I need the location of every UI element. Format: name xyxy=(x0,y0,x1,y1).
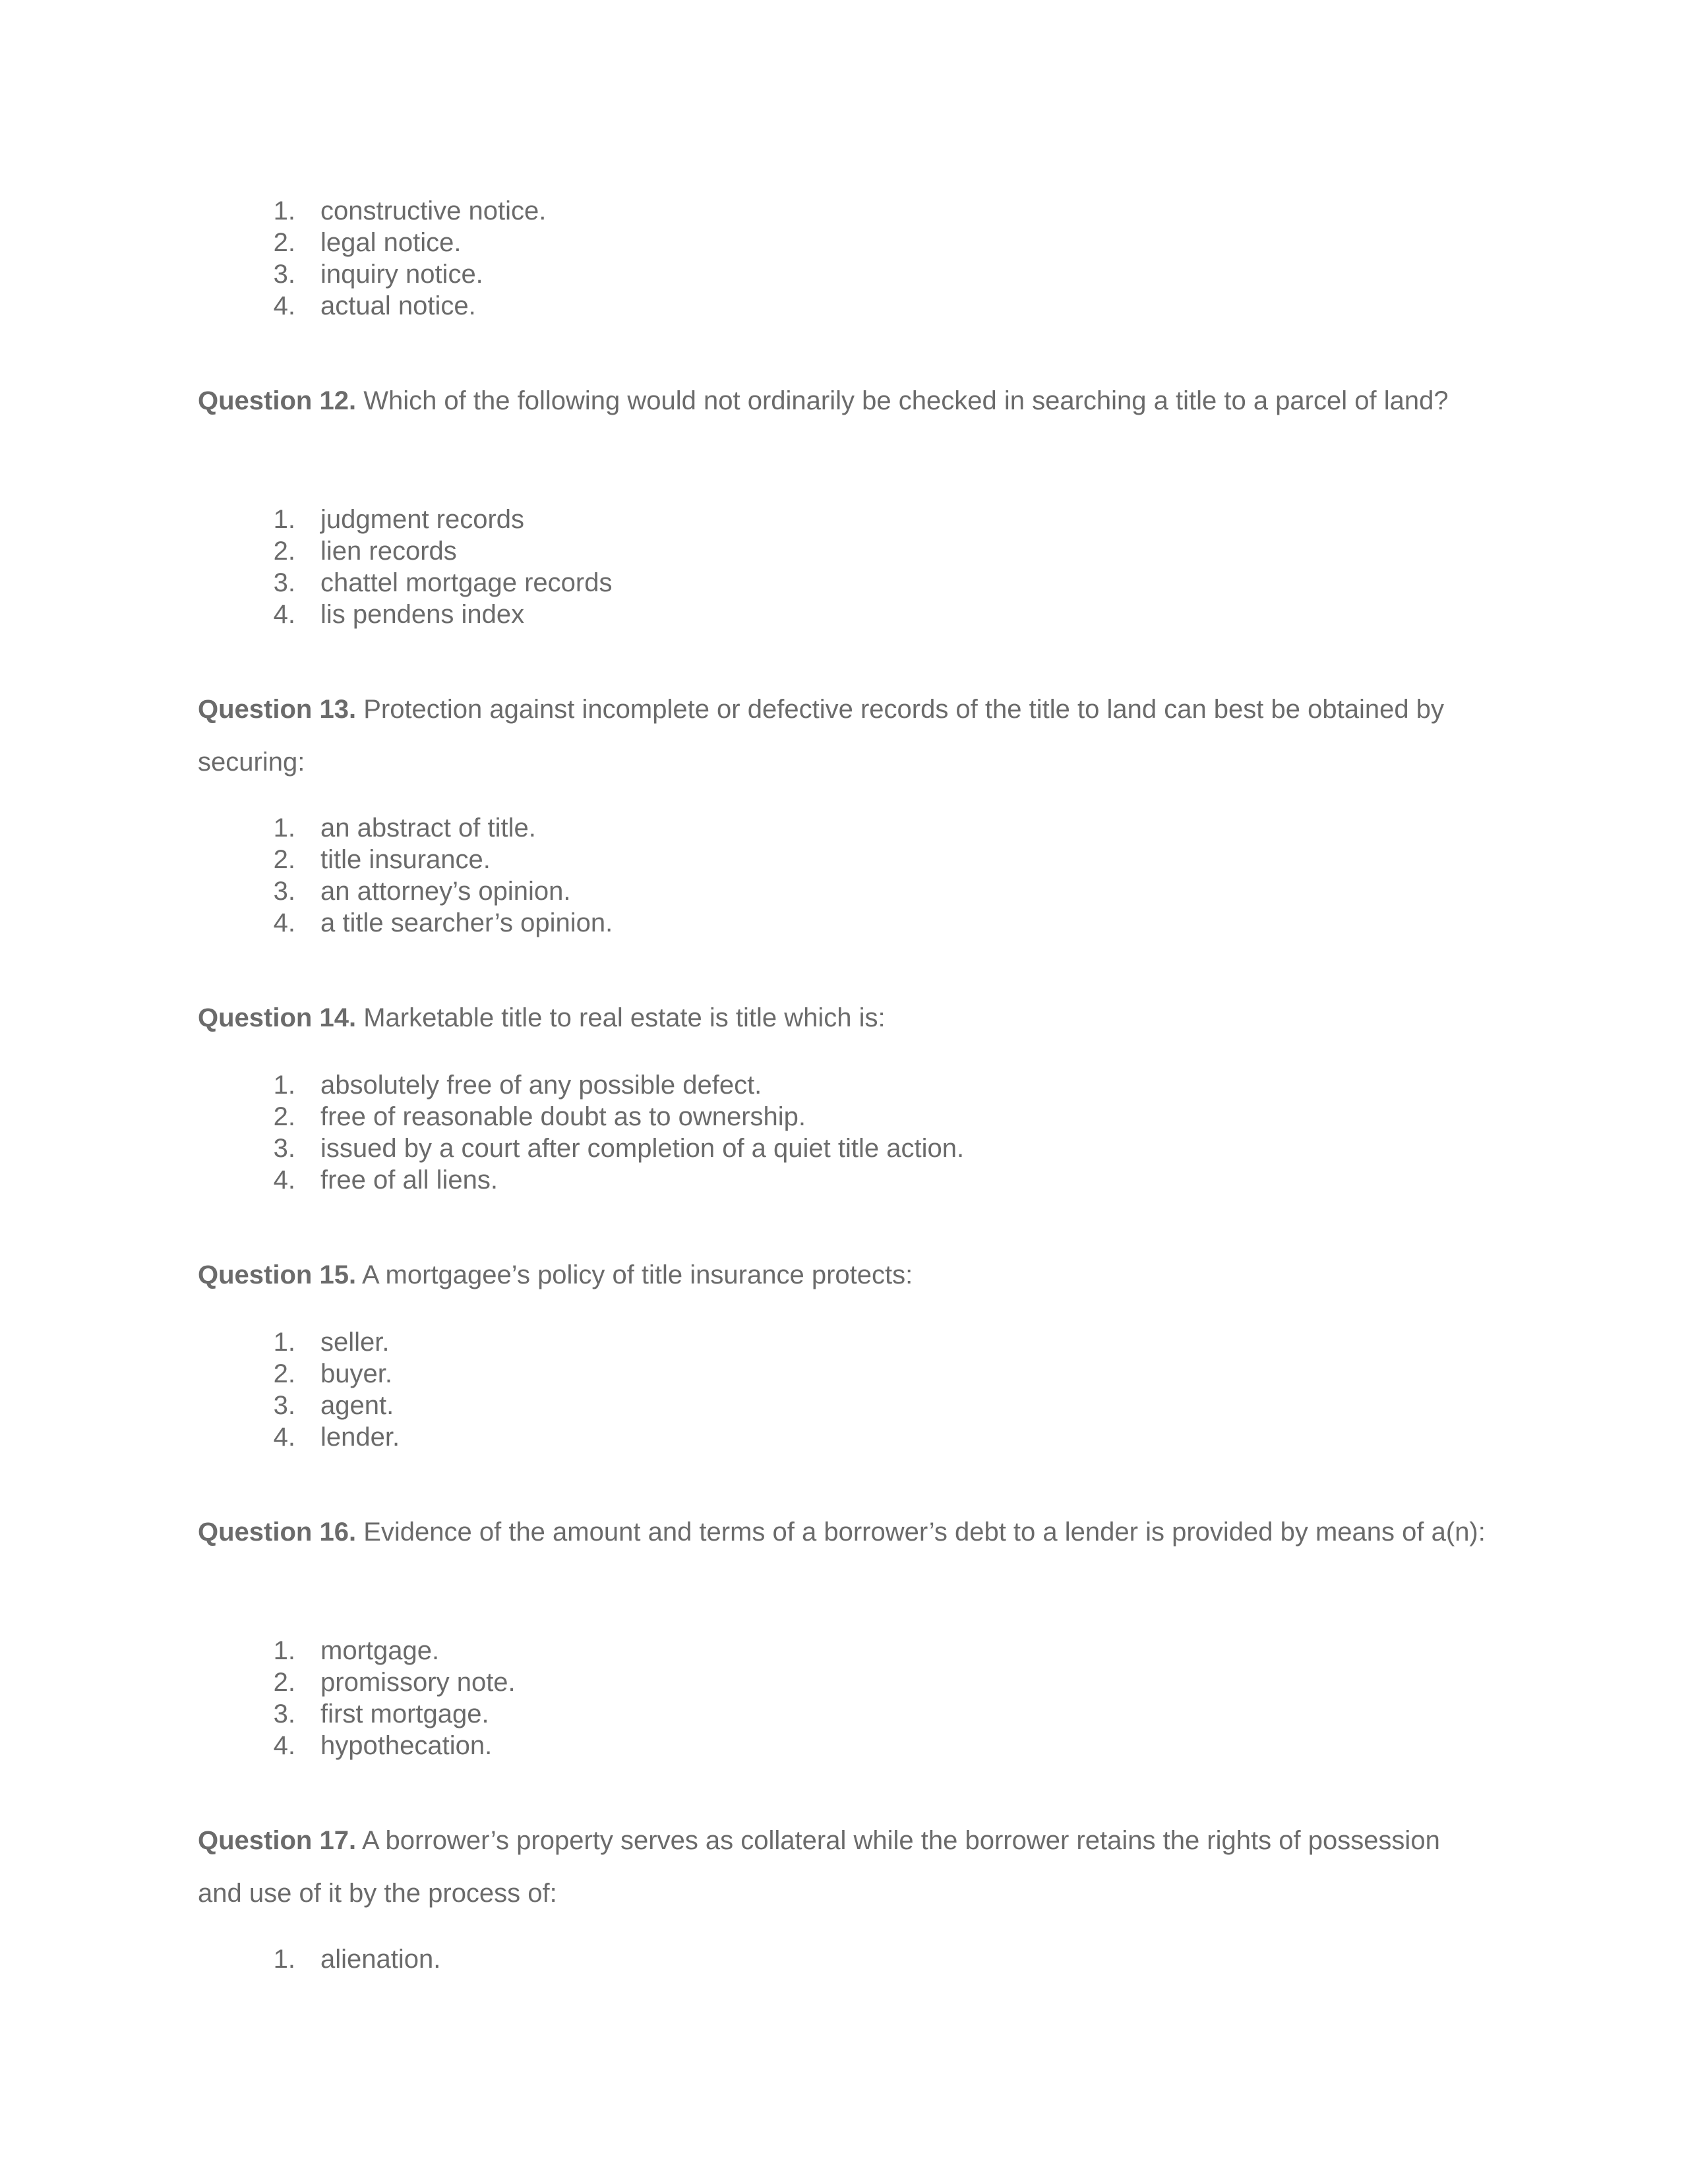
question-label: Question 15. xyxy=(198,1260,357,1289)
list-item xyxy=(245,1943,440,1975)
option-number: 2. xyxy=(273,1668,295,1697)
question-text: Protection against incomplete or defective records of the title to land can best be obtained by securing: xyxy=(198,695,1444,777)
list-item xyxy=(245,227,546,258)
list-item xyxy=(245,1730,516,1761)
intro-option-list xyxy=(198,195,546,322)
list-item xyxy=(245,567,612,599)
question-13 xyxy=(198,683,1490,788)
option-text: lis pendens index xyxy=(320,600,525,629)
question-12 xyxy=(198,374,1490,427)
option-number: 1. xyxy=(273,196,295,225)
option-number: 1. xyxy=(273,1636,295,1665)
question-text: A mortgagee’s policy of title insurance protects: xyxy=(361,1260,913,1289)
option-number: 2. xyxy=(273,1102,295,1131)
list-item xyxy=(245,599,612,630)
option-number: 4. xyxy=(273,600,295,629)
option-text: free of all liens. xyxy=(320,1166,498,1195)
option-text: chattel mortgage records xyxy=(320,568,613,597)
option-number: 2. xyxy=(273,228,295,257)
option-number: 4. xyxy=(273,1166,295,1195)
option-number: 4. xyxy=(273,1731,295,1760)
question-text: Which of the following would not ordinarily be checked in searching a title to a parcel of land? xyxy=(363,386,1449,415)
list-item xyxy=(245,1421,400,1453)
option-text: an attorney’s opinion. xyxy=(320,877,571,906)
question-12-options xyxy=(198,504,612,630)
list-item xyxy=(245,1164,964,1196)
question-label: Question 12. xyxy=(198,386,357,415)
option-text: an abstract of title. xyxy=(320,813,536,842)
option-number: 1. xyxy=(273,813,295,842)
list-item xyxy=(245,812,613,844)
list-item xyxy=(245,535,612,567)
question-text: A borrower’s property serves as collateral while the borrower retains the rights of possession and use of it by the process of: xyxy=(198,1826,1440,1908)
question-15 xyxy=(198,1249,1490,1301)
option-text: lien records xyxy=(320,537,457,566)
option-number: 1. xyxy=(273,1071,295,1100)
list-item xyxy=(245,504,612,535)
option-text: hypothecation. xyxy=(320,1731,493,1760)
list-item xyxy=(245,875,613,907)
option-text: title insurance. xyxy=(320,845,491,874)
question-14-options xyxy=(198,1069,964,1196)
list-item xyxy=(245,195,546,227)
option-number: 1. xyxy=(273,1945,295,1974)
list-item xyxy=(245,1133,964,1164)
option-number: 3. xyxy=(273,260,295,289)
option-number: 4. xyxy=(273,291,295,320)
option-text: constructive notice. xyxy=(320,196,547,225)
question-label: Question 16. xyxy=(198,1518,357,1547)
list-item xyxy=(245,844,613,875)
option-number: 3. xyxy=(273,1134,295,1163)
option-number: 1. xyxy=(273,505,295,534)
list-item xyxy=(245,1667,516,1698)
option-text: alienation. xyxy=(320,1945,441,1974)
option-text: inquiry notice. xyxy=(320,260,483,289)
option-text: actual notice. xyxy=(320,291,476,320)
option-text: lender. xyxy=(320,1423,400,1452)
option-text: seller. xyxy=(320,1328,390,1357)
list-item xyxy=(245,1635,516,1667)
option-text: agent. xyxy=(320,1391,394,1420)
question-17-options xyxy=(198,1943,440,1975)
option-number: 2. xyxy=(273,537,295,566)
option-number: 4. xyxy=(273,908,295,937)
list-item xyxy=(245,1069,964,1101)
question-15-options xyxy=(198,1326,400,1453)
list-item xyxy=(245,1101,964,1133)
list-item xyxy=(245,907,613,939)
option-number: 3. xyxy=(273,1391,295,1420)
option-number: 2. xyxy=(273,1359,295,1388)
option-text: a title searcher’s opinion. xyxy=(320,908,613,937)
option-text: issued by a court after completion of a quiet title action. xyxy=(320,1134,965,1163)
question-16 xyxy=(198,1506,1490,1558)
option-number: 1. xyxy=(273,1328,295,1357)
question-label: Question 13. xyxy=(198,695,357,724)
option-text: promissory note. xyxy=(320,1668,516,1697)
question-text: Evidence of the amount and terms of a borrower’s debt to a lender is provided by means of a(n): xyxy=(363,1518,1486,1547)
option-number: 3. xyxy=(273,877,295,906)
option-text: mortgage. xyxy=(320,1636,440,1665)
option-number: 4. xyxy=(273,1423,295,1452)
question-16-options xyxy=(198,1635,516,1761)
list-item xyxy=(245,1390,400,1421)
option-text: legal notice. xyxy=(320,228,462,257)
question-label: Question 14. xyxy=(198,1003,357,1032)
option-text: buyer. xyxy=(320,1359,392,1388)
list-item xyxy=(245,1358,400,1390)
option-number: 2. xyxy=(273,845,295,874)
question-text: Marketable title to real estate is title which is: xyxy=(363,1003,886,1032)
list-item xyxy=(245,1326,400,1358)
question-14 xyxy=(198,991,1490,1044)
option-number: 3. xyxy=(273,1699,295,1728)
question-13-options xyxy=(198,812,613,939)
list-item xyxy=(245,258,546,290)
option-text: free of reasonable doubt as to ownership. xyxy=(320,1102,806,1131)
option-number: 3. xyxy=(273,568,295,597)
question-17 xyxy=(198,1814,1490,1920)
option-text: first mortgage. xyxy=(320,1699,489,1728)
list-item xyxy=(245,290,546,322)
list-item xyxy=(245,1698,516,1730)
option-text: judgment records xyxy=(320,505,525,534)
question-label: Question 17. xyxy=(198,1826,357,1855)
option-text: absolutely free of any possible defect. xyxy=(320,1071,762,1100)
